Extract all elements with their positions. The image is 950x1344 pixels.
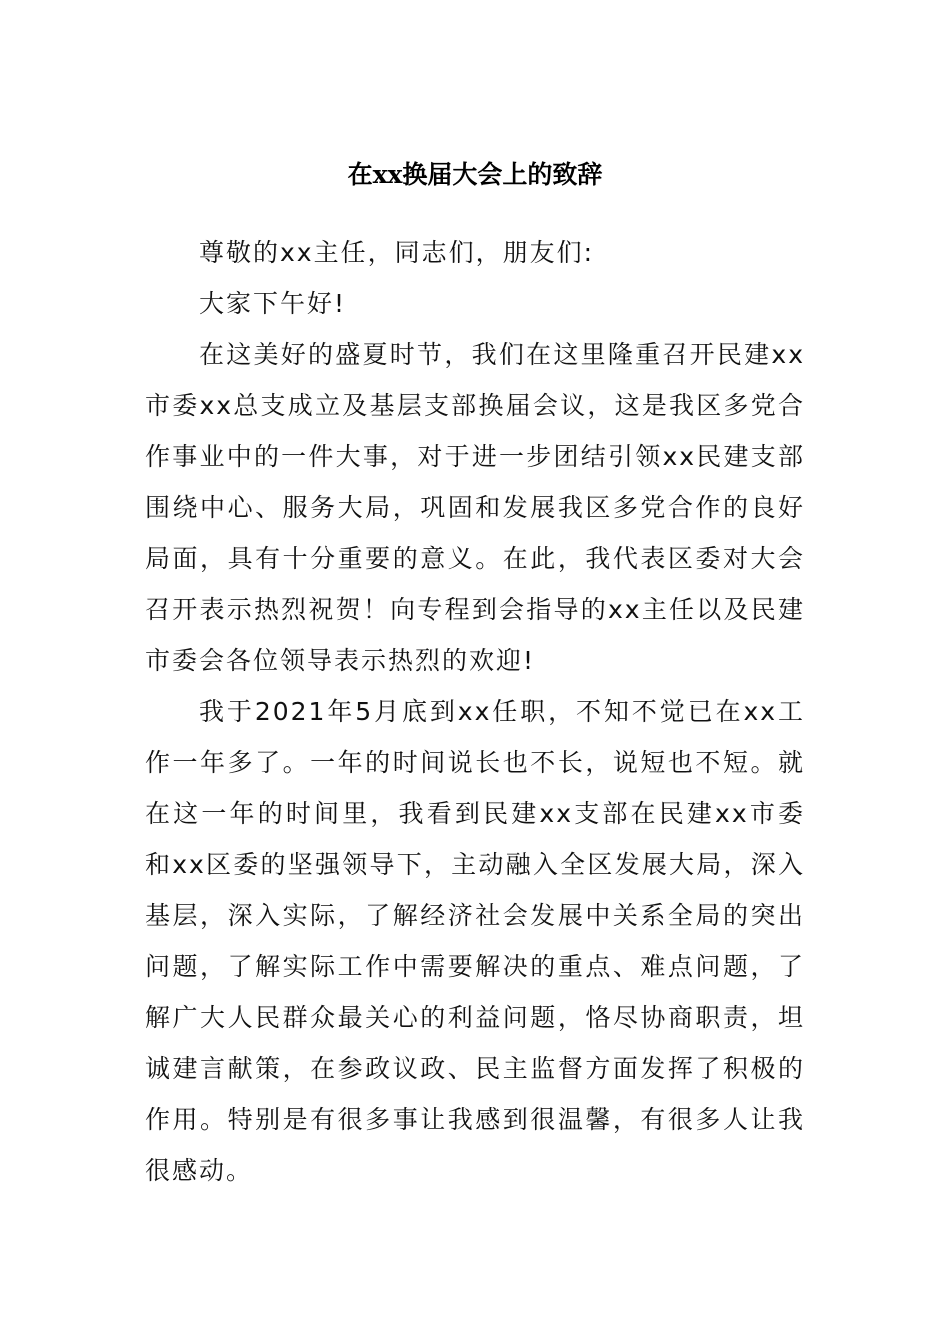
- body-paragraph: 我于2021年5月底到xx任职，不知不觉已在xx工作一年多了。一年的时间说长也不长，说短也不短。就在这一年的时间里，我看到民建xx支部在民建xx市委和xx区委的坚强领导下，主动融入全区发展大局，深入基层，深入实际，了解经济社会发展中关系全局的突出问题，了解实际工作中需要解决的重点、难点问题，了解广大人民群众最关心的利益问题，恪尽协商职责，坦诚建言献策，在参政议政、民主监督方面发挥了积极的作用。特别是有很多事让我感到很温馨，有很多人让我很感动。: [145, 697, 805, 1185]
- greeting-paragraph: 大家下午好!: [199, 289, 347, 318]
- body-paragraph: 在这美好的盛夏时节，我们在这里隆重召开民建xx市委xx总支成立及基层支部换届会议，这是我区多党合作事业中的一件大事，对于进一步团结引领xx民建支部围绕中心、服务大局，巩固和发展我区多党合作的良好局面，具有十分重要的意义。在此，我代表区委对大会召开表示热烈祝贺！向专程到会指导的xx主任以及民建市委会各位领导表示热烈的欢迎!: [145, 340, 805, 675]
- document-body: [145, 227, 805, 1196]
- salutation-paragraph: 尊敬的xx主任，同志们，朋友们:: [199, 238, 595, 267]
- document-title: 在xx换届大会上的致辞: [347, 160, 603, 189]
